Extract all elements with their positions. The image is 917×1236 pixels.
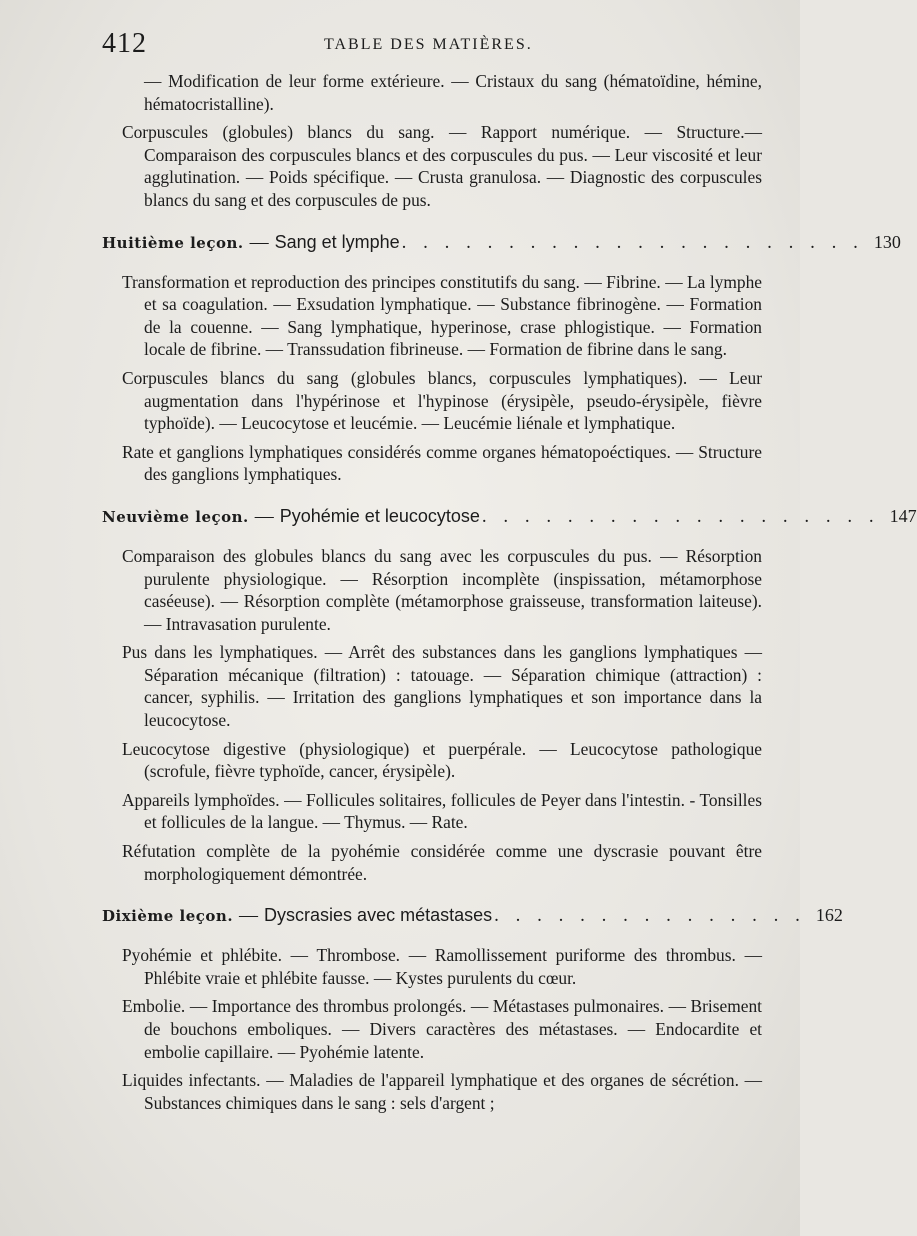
leader-dots: . . . . . . . . . . . . . . . . . . . . . . bbox=[401, 231, 864, 253]
lesson-label: Huitième leçon. bbox=[102, 233, 244, 252]
lesson-dash: — bbox=[254, 505, 274, 527]
lesson-paragraph: Comparaison des globules blancs du sang avec les corpuscules du pus. — Résorption purulente physiologique. — Résorption incomplète (inspissation, métamorphose caséeuse). — Résorption complète (métamorphose graisseuse, transformation laiteuse). — Intravasation purulente. bbox=[122, 545, 762, 634]
lesson-page-number: 162 bbox=[815, 905, 843, 926]
intro-paragraph-text: Corpuscules (globules) blancs du sang. — Rapport numérique. — Structure.— Comparaison des corpuscules blancs et des corpuscules du pus. — Leur viscosité et leur agglutination. — Poids spécifique. — Crusta granulosa. — Diagnostic des corpuscules blancs du sang et des corpuscules de pus. bbox=[122, 122, 762, 210]
lesson-paragraph: Pus dans les lymphatiques. — Arrêt des substances dans les ganglions lymphatiques — Séparation mécanique (filtration) : tatouage. — Séparation chimique (attraction) : cancer, syphilis. — Irritation des ganglions lymphatiques et son importance dans la leucocytose. bbox=[122, 642, 762, 731]
leader-dots: . . . . . . . . . . . . . . . . . . . bbox=[481, 505, 880, 527]
page-number: 412 bbox=[102, 28, 147, 59]
lesson-paragraph: Transformation et reproduction des principes constitutifs du sang. — Fibrine. — La lymphe et sa coagulation. — Exsudation lymphatique. — Substance fibrinogène. — Formation de la couenne. — Sang lymphatique, hyperinose, crase phlogistique. — Formation locale de fibrine. — Transsudation fibrineuse. — Formation de fibrine dans le sang. bbox=[122, 271, 762, 360]
leader-dots: . . . . . . . . . . . . . . . bbox=[494, 905, 806, 927]
lesson-heading-10 bbox=[102, 903, 843, 928]
lesson-paragraph: Pyohémie et phlébite. — Thrombose. — Ramollissement puriforme des thrombus. — Phlébite vraie et phlébite fausse. — Kystes purulents du cœur. bbox=[122, 945, 762, 988]
lesson-dash: — bbox=[239, 905, 259, 927]
running-title: TABLE DES MATIÈRES. bbox=[324, 36, 533, 53]
lesson-paragraph: Liquides infectants. — Maladies de l'appareil lymphatique et des organes de sécrétion. — Substances chimiques dans le sang : sels d'argent ; bbox=[122, 1070, 762, 1113]
lesson-subject: Sang et lymphe bbox=[274, 231, 400, 252]
page-header bbox=[102, 26, 762, 66]
lesson-paragraph: Réfutation complète de la pyohémie considérée comme une dyscrasie pouvant être morphologiquement démontrée. bbox=[122, 841, 762, 884]
lesson-paragraph: Appareils lymphoïdes. — Follicules solitaires, follicules de Peyer dans l'intestin. - Tonsilles et follicules de la langue. — Thymus. — Rate. bbox=[122, 789, 762, 833]
lesson-paragraph: Embolie. — Importance des thrombus prolongés. — Métastases pulmonaires. — Brisement de bouchons emboliques. — Divers caractères des métastases. — Endocardite et embolie capillaire. — Pyohémie latente. bbox=[122, 996, 762, 1062]
lesson-page-number: 130 bbox=[873, 231, 901, 252]
lesson-paragraph: Leucocytose digestive (physiologique) et puerpérale. — Leucocytose pathologique (scrofule, fièvre typhoïde, cancer, érysipèle). bbox=[122, 738, 762, 782]
lesson-label: Neuvième leçon. bbox=[102, 507, 249, 526]
lesson-dash: — bbox=[249, 231, 269, 253]
lesson-page-number: 147 bbox=[889, 505, 917, 526]
lesson-subject: Pyohémie et leucocytose bbox=[279, 505, 480, 526]
lesson-paragraph: Rate et ganglions lymphatiques considérés comme organes hématopoéctiques. — Structure des ganglions lymphatiques. bbox=[122, 441, 762, 485]
lesson-label: Dixième leçon. bbox=[102, 907, 234, 926]
intro-paragraph bbox=[102, 121, 762, 211]
lesson-heading-8 bbox=[102, 230, 901, 255]
lesson-subject: Dyscrasies avec métastases bbox=[264, 905, 493, 926]
lesson-heading-9 bbox=[102, 504, 917, 529]
intro-paragraph: — Modification de leur forme extérieure. — Cristaux du sang (hématoïdine, hémine, hématocristalline). bbox=[144, 71, 762, 114]
lesson-paragraph: Corpuscules blancs du sang (globules blancs, corpuscules lymphatiques). — Leur augmentation dans l'hypérinose et l'hypinose (érysipèle, pseudo-érysipèle, fièvre typhoïde). — Leucocytose et leucémie. — Leucémie liénale et lymphatique. bbox=[122, 367, 762, 434]
